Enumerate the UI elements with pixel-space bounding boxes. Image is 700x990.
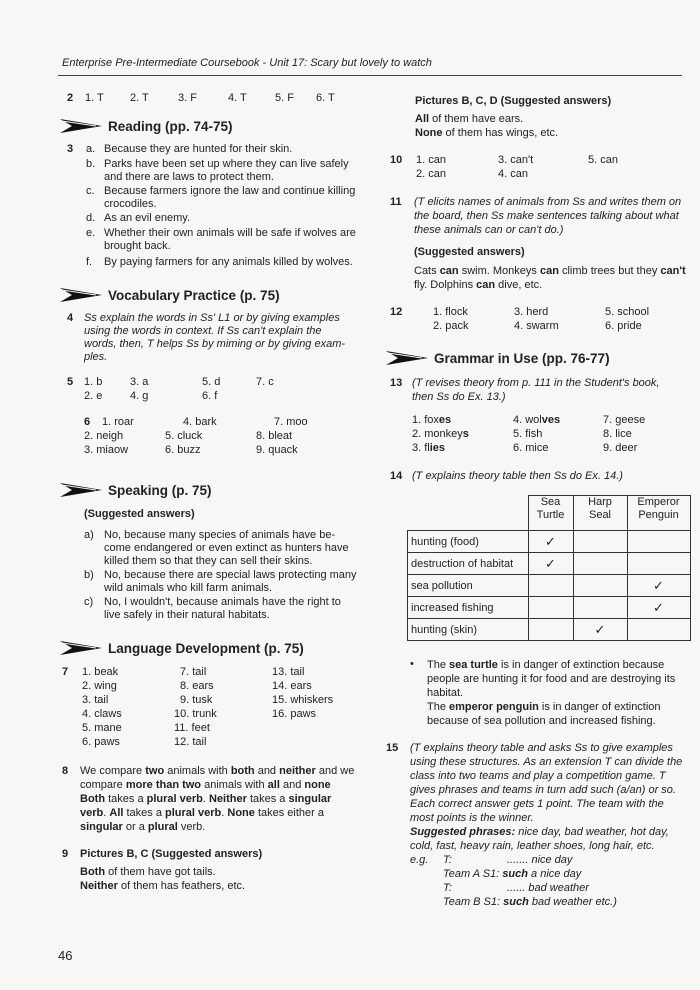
table-row bbox=[408, 575, 691, 597]
answer: 7. moo bbox=[274, 416, 308, 428]
answer: 14. ears bbox=[272, 680, 312, 692]
answer-line: None of them has wings, etc. bbox=[415, 127, 559, 139]
answer: 1. flock bbox=[433, 306, 468, 318]
answer: 2. neigh bbox=[84, 430, 124, 442]
answer: 7. tail bbox=[180, 666, 207, 678]
arrow-icon bbox=[60, 285, 102, 305]
answer: 4. g bbox=[130, 390, 149, 402]
answer: 1. beak bbox=[82, 666, 119, 678]
instruction-line: most points is the winner. bbox=[410, 812, 534, 824]
answer: 8. lice bbox=[603, 428, 632, 440]
section-heading-vocabulary bbox=[60, 285, 280, 305]
section-heading-language-development bbox=[60, 638, 304, 658]
check-mark bbox=[528, 597, 573, 619]
exercise-number: 4 bbox=[67, 312, 74, 324]
answer-line: Cats can swim. Monkeys can climb trees but they can't bbox=[414, 265, 686, 277]
item-letter: c. bbox=[86, 185, 95, 197]
row-label: sea pollution bbox=[408, 575, 529, 597]
instruction-line: then Ss do Ex. 13.) bbox=[412, 391, 506, 403]
item-letter: a) bbox=[84, 529, 94, 541]
row-label: hunting (food) bbox=[408, 531, 529, 553]
answer: 15. whiskers bbox=[272, 694, 334, 706]
answer-line: No, because many species of animals have be- bbox=[104, 529, 336, 541]
answer: 1. b bbox=[84, 376, 103, 388]
item-letter: f. bbox=[86, 256, 93, 268]
instruction-line: words, then, T helps Ss by miming or by giving exam- bbox=[84, 338, 346, 350]
section-heading-speaking bbox=[60, 480, 212, 500]
subheading: Pictures B, C (Suggested answers) bbox=[80, 848, 263, 860]
answer: 16. paws bbox=[272, 708, 317, 720]
answer: 4. T bbox=[228, 92, 247, 104]
answer-line: wild animals who kill farm animals. bbox=[104, 582, 273, 594]
column-header: Emperor Penguin bbox=[627, 496, 690, 531]
bullet-icon: • bbox=[410, 658, 414, 670]
exercise-number: 2 bbox=[67, 92, 74, 104]
answer-line: come endangered or even extinct as hunters have bbox=[104, 542, 349, 554]
answer-line: We compare two animals with both and neither and we bbox=[80, 765, 355, 777]
arrow-icon bbox=[386, 348, 428, 368]
section-title: Vocabulary Practice (p. 75) bbox=[108, 287, 280, 303]
exercise-number: 11 bbox=[390, 196, 402, 208]
check-mark: ✓ bbox=[528, 531, 573, 553]
answer-line: Whether their own animals will be safe if wolves are bbox=[104, 227, 356, 239]
check-mark bbox=[573, 553, 627, 575]
answer: 5. cluck bbox=[165, 430, 203, 442]
instruction-line: Ss explain the words in Ss' L1 or by giving examples bbox=[84, 312, 340, 324]
answer: 9. tusk bbox=[180, 694, 213, 706]
answer-line: Both takes a plural verb. Neither takes a singular bbox=[80, 793, 332, 805]
arrow-icon bbox=[60, 480, 102, 500]
answer: 8. ears bbox=[180, 680, 214, 692]
item-letter: d. bbox=[86, 212, 96, 224]
exercise-number: 9 bbox=[62, 848, 69, 860]
answer-line: As an evil enemy. bbox=[104, 212, 191, 224]
row-label: increased fishing bbox=[408, 597, 529, 619]
exercise-number: 6 bbox=[84, 416, 91, 428]
instruction-line: these animals can or can't do.) bbox=[414, 224, 564, 236]
answer: 1. T bbox=[85, 92, 104, 104]
answer: 2. pack bbox=[433, 320, 469, 332]
check-mark bbox=[573, 597, 627, 619]
answer: 2. monkeys bbox=[412, 428, 469, 440]
check-mark: ✓ bbox=[573, 619, 627, 641]
answer-line: Parks have been set up where they can live safely bbox=[104, 158, 349, 170]
suggested-phrases: cold, fast, heavy rain, leather shoes, long hair, etc. bbox=[410, 840, 655, 852]
exercise-number: 14 bbox=[390, 470, 403, 482]
table-row bbox=[408, 531, 691, 553]
answer: 5. can bbox=[588, 154, 618, 166]
answer-line: All of them have ears. bbox=[415, 113, 524, 125]
check-mark bbox=[627, 619, 690, 641]
item-letter: b. bbox=[86, 158, 96, 170]
answer-line: Because they are hunted for their skin. bbox=[104, 143, 293, 155]
answer: 4. can bbox=[498, 168, 528, 180]
answer-line: and there are laws to protect them. bbox=[104, 171, 274, 183]
answer: 8. bleat bbox=[256, 430, 293, 442]
answer: 4. claws bbox=[82, 708, 122, 720]
example-label: e.g. bbox=[410, 854, 429, 866]
answer-line: verb. All takes a plural verb. None takes either a bbox=[80, 807, 324, 819]
answer: 5. F bbox=[275, 92, 294, 104]
check-mark bbox=[627, 553, 690, 575]
answer: 6. f bbox=[202, 390, 218, 402]
answer: 11. feet bbox=[174, 722, 210, 734]
exercise-number: 5 bbox=[67, 376, 74, 388]
answer: 6. T bbox=[316, 92, 335, 104]
exercise-number: 15 bbox=[386, 742, 399, 754]
instruction-line: (T elicits names of animals from Ss and writes them on bbox=[414, 196, 682, 208]
arrow-icon bbox=[60, 638, 102, 658]
answer: 3. F bbox=[178, 92, 197, 104]
answer: 2. wing bbox=[82, 680, 117, 692]
header-rule bbox=[58, 75, 682, 76]
answer: 5. mane bbox=[82, 722, 122, 734]
answer-line: The sea turtle is in danger of extinction because bbox=[427, 659, 665, 671]
answer-line: compare more than two animals with all and none bbox=[80, 779, 331, 791]
instruction-line: (T explains theory table and asks Ss to give examples bbox=[410, 742, 673, 754]
answer-line: Because farmers ignore the law and continue killing bbox=[104, 185, 356, 197]
arrow-icon bbox=[60, 116, 102, 136]
dialogue-speaker: T: bbox=[443, 882, 452, 894]
check-mark: ✓ bbox=[528, 553, 573, 575]
answer: 4. bark bbox=[183, 416, 217, 428]
answer-line: live safely in their natural habitats. bbox=[104, 609, 270, 621]
page-number: 46 bbox=[58, 948, 73, 963]
answer: 3. herd bbox=[514, 306, 549, 318]
instruction-line: ples. bbox=[84, 351, 108, 363]
answer-line: because of sea pollution and increased fishing. bbox=[427, 715, 656, 727]
answer-line: The emperor penguin is in danger of extinction bbox=[427, 701, 661, 713]
section-title: Language Development (p. 75) bbox=[108, 640, 304, 656]
check-mark bbox=[528, 619, 573, 641]
dialogue-line: ....... nice day bbox=[507, 854, 573, 866]
answer: 5. d bbox=[202, 376, 221, 388]
section-title: Speaking (p. 75) bbox=[108, 482, 212, 498]
instruction-line: class into two teams and play a competition game. T bbox=[410, 770, 666, 782]
theory-table bbox=[407, 495, 691, 641]
item-letter: a. bbox=[86, 143, 96, 155]
suggested-phrases: Suggested phrases: nice day, bad weather, hot day, bbox=[410, 826, 669, 838]
answer: 13. tail bbox=[272, 666, 305, 678]
answer-line: habitat. bbox=[427, 687, 464, 699]
subheading: (Suggested answers) bbox=[84, 508, 195, 520]
answer: 6. paws bbox=[82, 736, 120, 748]
instruction-line: (T explains theory table then Ss do Ex. 14.) bbox=[412, 470, 623, 482]
answer: 3. a bbox=[130, 376, 149, 388]
answer: 7. c bbox=[256, 376, 274, 388]
answer: 10. trunk bbox=[174, 708, 217, 720]
answer: 5. school bbox=[605, 306, 650, 318]
item-letter: b) bbox=[84, 569, 94, 581]
row-label: hunting (skin) bbox=[408, 619, 529, 641]
answer: 6. buzz bbox=[165, 444, 201, 456]
dialogue-speaker: T: bbox=[443, 854, 452, 866]
exercise-number: 12 bbox=[390, 306, 403, 318]
item-letter: c) bbox=[84, 596, 94, 608]
answer: 7. geese bbox=[603, 414, 646, 426]
subheading: Pictures B, C, D (Suggested answers) bbox=[415, 95, 612, 107]
answer: 3. can't bbox=[498, 154, 534, 166]
answer-line: Both of them have got tails. bbox=[80, 866, 216, 878]
answer: 1. can bbox=[416, 154, 446, 166]
instruction-line: Each correct answer gets 1 point. The team with the bbox=[410, 798, 664, 810]
exercise-number: 7 bbox=[62, 666, 69, 678]
exercise-number: 13 bbox=[390, 377, 403, 389]
table-corner bbox=[408, 496, 529, 531]
answer-line: singular or a plural verb. bbox=[80, 821, 206, 833]
answer-line: By paying farmers for any animals killed by wolves. bbox=[104, 256, 353, 268]
answer: 2. can bbox=[416, 168, 446, 180]
check-mark bbox=[627, 531, 690, 553]
exercise-number: 3 bbox=[67, 143, 74, 155]
answer: 1. foxes bbox=[412, 414, 452, 426]
instruction-line: gives phrases and teams in turn add such (a/an) or so. bbox=[410, 784, 676, 796]
answer: 4. swarm bbox=[514, 320, 559, 332]
check-mark: ✓ bbox=[627, 597, 690, 619]
answer: 9. deer bbox=[603, 442, 638, 454]
dialogue-line: ...... bad weather bbox=[507, 882, 589, 894]
section-title: Grammar in Use (pp. 76-77) bbox=[434, 350, 610, 366]
answer: 3. tail bbox=[82, 694, 109, 706]
answer: 2. e bbox=[84, 390, 103, 402]
table-header-row bbox=[408, 496, 691, 531]
item-letter: e. bbox=[86, 227, 96, 239]
exercise-number: 10 bbox=[390, 154, 403, 166]
dialogue-line: Team B S1: such bad weather etc.) bbox=[443, 896, 617, 908]
section-heading-reading bbox=[60, 116, 233, 136]
answer-line: No, because there are special laws protecting many bbox=[104, 569, 357, 581]
section-title: Reading (pp. 74-75) bbox=[108, 118, 233, 134]
subheading: (Suggested answers) bbox=[414, 246, 525, 258]
instruction-line: the board, then Ss make sentences talking about what bbox=[414, 210, 679, 222]
table-row bbox=[408, 597, 691, 619]
answer: 1. roar bbox=[102, 416, 134, 428]
check-mark: ✓ bbox=[627, 575, 690, 597]
page-header: Enterprise Pre-Intermediate Coursebook - Unit 17: Scary but lovely to watch bbox=[62, 57, 432, 69]
check-mark bbox=[528, 575, 573, 597]
answer-line: brought back. bbox=[104, 240, 171, 252]
instruction-line: using these structures. As an extension T can divide the bbox=[410, 756, 683, 768]
dialogue-line: Team A S1: such a nice day bbox=[443, 868, 582, 880]
answer-line: No, I wouldn't, because animals have the right to bbox=[104, 596, 341, 608]
table-row bbox=[408, 619, 691, 641]
column-header: Sea Turtle bbox=[528, 496, 573, 531]
answer: 3. flies bbox=[412, 442, 446, 454]
answer: 9. quack bbox=[256, 444, 298, 456]
answer: 4. wolves bbox=[513, 414, 561, 426]
answer: 12. tail bbox=[174, 736, 207, 748]
answer: 3. miaow bbox=[84, 444, 129, 456]
check-mark bbox=[573, 531, 627, 553]
answer-line: crocodiles. bbox=[104, 198, 157, 210]
table-row bbox=[408, 553, 691, 575]
instruction-line: using the words in context. If Ss can't explain the bbox=[84, 325, 322, 337]
answer-line: people are hunting it for food and are destroying its bbox=[427, 673, 676, 685]
section-heading-grammar bbox=[386, 348, 610, 368]
answer-line: fly. Dolphins can dive, etc. bbox=[414, 279, 543, 291]
answer: 6. pride bbox=[605, 320, 642, 332]
answer: 5. fish bbox=[513, 428, 543, 440]
answer: 6. mice bbox=[513, 442, 549, 454]
answer-line: killed them so that they can sell their skins. bbox=[104, 555, 313, 567]
exercise-number: 8 bbox=[62, 765, 69, 777]
row-label: destruction of habitat bbox=[408, 553, 529, 575]
answer-line: Neither of them has feathers, etc. bbox=[80, 880, 246, 892]
column-header: Harp Seal bbox=[573, 496, 627, 531]
answer: 2. T bbox=[130, 92, 149, 104]
instruction-line: (T revises theory from p. 111 in the Student's book, bbox=[412, 377, 660, 389]
check-mark bbox=[573, 575, 627, 597]
